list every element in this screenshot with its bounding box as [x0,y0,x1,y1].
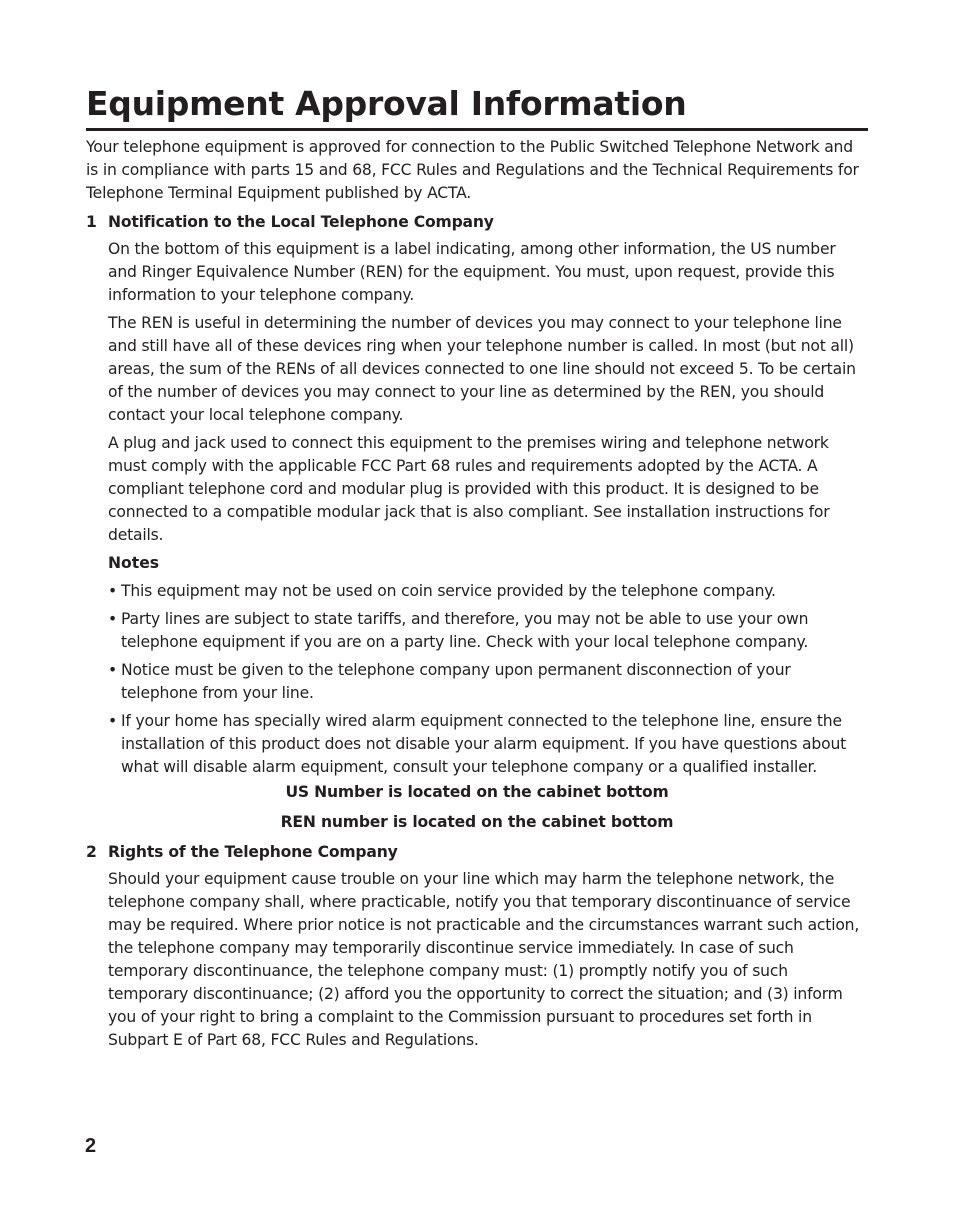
section-rights [86,841,868,1052]
paragraph: A plug and jack used to connect this equipment to the premises wiring and telephone network must comply with the applicable FCC Part 68 rules and requirements adopted by the ACTA. A compliant telephone cord and modular plug is provided with this product. It is designed to be connected to a compatible modular jack that is also compliant. See installation instructions for details. [108,434,830,544]
bullet-icon: • [108,661,117,679]
note-item [108,580,868,603]
ren-number-line: REN number is located on the cabinet bottom [280,813,674,831]
bullet-icon: • [108,582,117,600]
page-number: 2 [85,1135,97,1157]
note-text: If your home has specially wired alarm equipment connected to the telephone line, ensure the installation of this product does not disable your alarm equipment. If you have questions about what will disable alarm equipment, consult your telephone company or a qualified installer. [121,712,847,776]
paragraph: Should your equipment cause trouble on your line which may harm the telephone network, the telephone company shall, where practicable, notify you that temporary discontinuance of service may be required. Where prior notice is not practicable and the circumstances warrant such action, the telephone company may temporarily discontinue service immediately. In case of such temporary discontinuance, the telephone company must: (1) promptly notify you of such temporary discontinuance; (2) afford you the opportunity to correct the situation; and (3) inform you of your right to bring a complaint to the Commission pursuant to procedures set forth in Subpart E of Part 68, FCC Rules and Regulations. [108,870,860,1049]
note-item [108,710,868,779]
section-heading [86,211,868,234]
note-item [108,659,868,705]
intro-paragraph: Your telephone equipment is approved for connection to the Public Switched Telephone Network and is in compliance with parts 15 and 68, FCC Rules and Regulations and the Technical Requirements for Telephone Terminal Equipment published by ACTA. [86,138,859,202]
note-item [108,608,868,654]
section-number: 2 [86,843,97,861]
bullet-icon: • [108,610,117,628]
paragraph: The REN is useful in determining the number of devices you may connect to your telephone line and still have all of these devices ring when your telephone number is called. In most (but not all) areas, the sum of the RENs of all devices connected to one line should not exceed 5. To be certain of the number of devices you may connect to your line as determined by the REN, you should contact your local telephone company. [108,314,856,424]
us-number-line: US Number is located on the cabinet bottom [285,783,669,801]
page-title: Equipment Approval Information [86,84,868,131]
bullet-icon: • [108,712,117,730]
note-text: This equipment may not be used on coin service provided by the telephone company. [121,582,776,600]
note-text: Party lines are subject to state tariffs, and therefore, you may not be able to use your own telephone equipment if you are on a party line. Check with your local telephone company. [121,610,809,651]
section-notification [86,211,868,834]
note-text: Notice must be given to the telephone company upon permanent disconnection of your telephone from your line. [121,661,791,702]
section-number: 1 [86,213,97,231]
section-title: Notification to the Local Telephone Company [108,213,494,231]
notes-heading: Notes [108,554,160,572]
section-body [108,868,868,1052]
paragraph: On the bottom of this equipment is a label indicating, among other information, the US number and Ringer Equivalence Number (REN) for the equipment. You must, upon request, provide this information to your telephone company. [108,240,836,304]
section-heading [86,841,868,864]
section-body [108,238,868,779]
document-page [86,84,868,1057]
section-title: Rights of the Telephone Company [108,843,398,861]
